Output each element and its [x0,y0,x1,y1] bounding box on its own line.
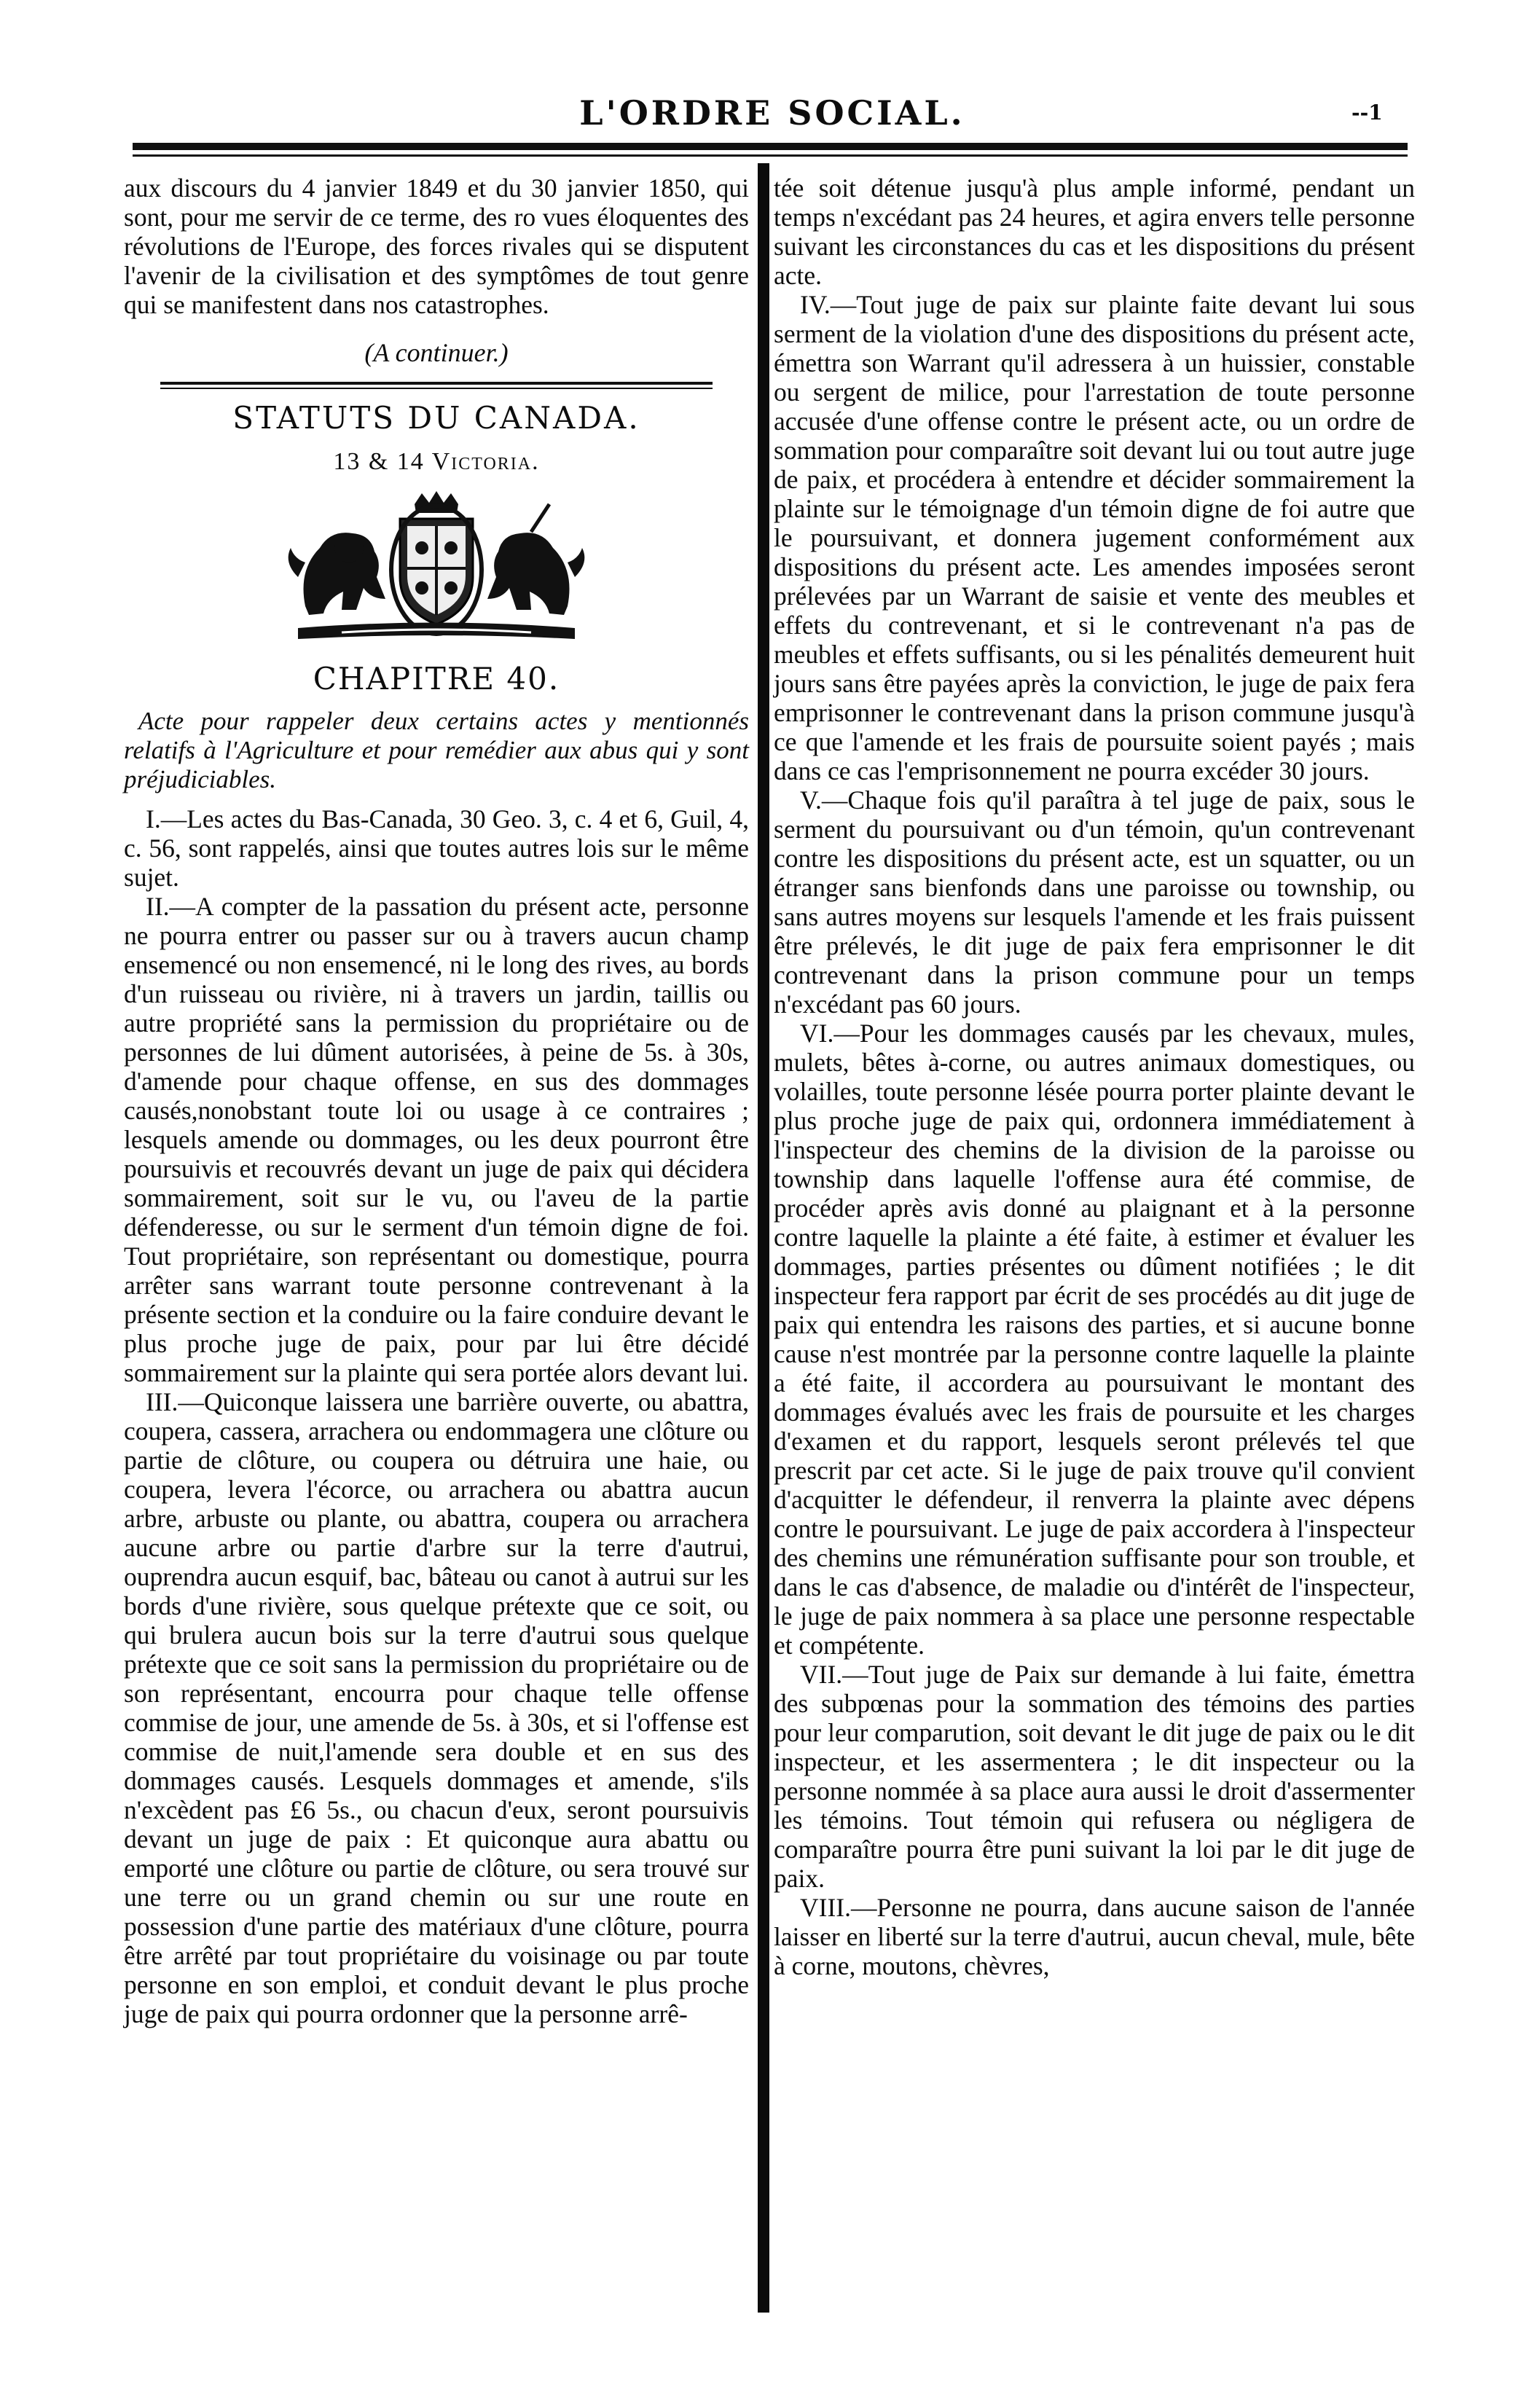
section-1: I.—Les actes du Bas-Canada, 30 Geo. 3, c. 4 et 6, Guil, 4, c. 56, sont rappelés, ainsi que toutes autres lois sur le même sujet. [124,804,749,892]
section-6: VI.—Pour les dommages causés par les chevaux, mules, mulets, bêtes à-corne, ou autres animaux domestiques, ou volailles, toute personne lésée pourra porter plainte devant le plus proche juge de paix qui, ordonnera immédiatement à l'inspecteur des chemins de la division de la paroisse ou township dans laquelle l'offense aura été commise, de procéder après avis donné au plaignant et à la personne contre laquelle la plainte a été faite, à estimer et évaluer les dommages, parties présentes ou dûment notifiées ; le dit inspecteur fera rapport par écrit de ses procédés au dit juge de paix qui entendra les raisons des parties, et si aucune bonne cause n'est montrée par la personne contre laquelle la plainte a été faite, il accordera au poursuivant le montant des dommages évalués avec les frais de poursuite et les charges d'examen et du rapport, lesquels seront prélevés tel que prescrit par cet acte. Si le juge de paix trouve qu'il convient d'acquitter le défendeur, il renverra la plainte avec dépens contre le poursuivant. Le juge de paix accordera à l'inspecteur des chemins une rémunération suffisante pour son trouble, et dans le cas d'absence, de maladie ou d'intérêt de l'inspecteur, le juge de paix nommera à sa place une personne respectable et compétente. [774,1019,1415,1660]
section-7: VII.—Tout juge de Paix sur demande à lui faite, émettra des subpœnas pour la sommation des témoins des parties pour leur comparution, soit devant le dit juge de paix ou le dit inspecteur, et les assermentera ; le dit inspecteur ou la personne nommée à sa place aura aussi le droit d'assermenter les témoins. Tout témoin qui refusera ou négligera de comparaître pourra être puni suivant la loi par le dit juge de paix. [774,1660,1415,1893]
section-4: IV.—Tout juge de paix sur plainte faite devant lui sous serment de la violation d'une des dispositions du présent acte, émettra son Warrant qu'il adressera à un huissier, constable ou sergent de milice, pour l'arrestation de toute personne accusée d'une offense contre le présent acte, ou un ordre de sommation pour comparaître soit devant lui ou tout autre juge de paix, et procédera à entendre et décider sommairement la plainte sur le témoignage d'un témoin digne de foi autre que le poursuivant, et donnera jugement conformément aux dispositions du présent acte. Les amendes imposées seront prélevées par un Warrant de saisie et vente des meubles et effets du contrevenant, et si le contrevenant n'a pas de meubles et effets suffisants, ou si les pénalités demeurent huit jours sans être payées après la conviction, le juge de paix fera emprisonner le contrevenant dans la prison commune jusqu'à ce que l'amende et les frais de poursuite soient payés ; mais dans ce cas l'emprisonnement ne pourra excéder 30 jours. [774,290,1415,785]
header-rule-thin [133,154,1408,157]
royal-coat-of-arms-icon [254,490,619,650]
left-column [124,173,749,2028]
column-divider [758,163,769,2313]
to-continue-note: (A continuer.) [364,338,509,367]
masthead-title: L'ORDRE SOCIAL. [579,93,965,133]
right-column [774,173,1415,1980]
section-2: II.—A compter de la passation du présent acte, personne ne pourra entrer ou passer sur ou à travers aucun champ ensemencé ou non ensemencé, ni le long des rives, au bords d'un ruisseau ou rivière, ni à travers un jardin, taillis ou autre propriété sans la permission du propriétaire ou de personnes de lui dûment autorisées, à peine de 5s. à 30s, d'amende pour chaque offense, en sus des dommages causés,nonobstant toute loi ou usage à ce contraires ; lesquels amende ou dommages, ou les deux pourront être poursuivis et recouvrés devant un juge de paix qui décidera sommairement, soit sur le vu, ou l'aveu de la partie défenderesse, ou sur le serment d'un témoin digne de foi. Tout propriétaire, son représentant ou domestique, pourra arrêter sans warrant toute personne contrevenant à la présente section et la conduire ou la faire conduire devant le plus proche juge de paix, pour par lui être décidé sommairement sur la plainte qui sera portée alors devant lui. [124,892,749,1387]
section-3-continued: tée soit détenue jusqu'à plus ample informé, pendant un temps n'excédant pas 24 heures, et agira envers telle personne suivant les circonstances du cas et les dispositions du présent acte. [774,173,1415,290]
statutes-subtitle: 13 & 14 Victoria. [333,448,540,475]
section-3: III.—Quiconque laissera une barrière ouverte, ou abattra, coupera, cassera, arrachera ou endommagera une clôture ou partie de clôture, ou coupera ou détruira une haie, ou coupera, levera l'écorce, ou arrachera ou abattra aucun arbre, arbuste ou plante, ou abattra, coupera ou arrachera aucune arbre ou partie d'arbre sur la terre d'autrui, ouprendra aucun esquif, bac, bâteau ou canot à autrui sur les bords d'une rivière, sous quelque prétexte que ce soit, ou qui brulera aucun bois sur la terre d'autrui sous quelque prétexte que ce soit sans la permission du propriétaire ou de son représentant, encourra pour chaque telle offense commise de jour, une amende de 5s. à 30s, et si l'offense est commise de nuit,l'amende sera double et en sus des dommages causés. Lesquels dommages et amende, s'ils n'excèdent pas £6 5s., ou chacun d'eux, seront poursuivis devant un juge de paix : Et quiconque aura abattu ou emporté une clôture ou partie de clôture, ou sera trouvé sur une terre ou un grand chemin ou sur une route en possession d'une partie des matériaux d'une clôture, pourra être arrêté par tout propriétaire du voisinage ou par toute personne en son emploi, et conduit devant le plus proche juge de paix qui pourra ordonner que la personne arrê- [124,1387,749,2028]
header-rule-thick [133,143,1408,150]
chapter-title: CHAPITRE 40. [313,661,560,697]
statutes-title: STATUTS DU CANADA. [232,400,640,436]
section-5: V.—Chaque fois qu'il paraîtra à tel juge de paix, sous le serment du poursuivant ou d'un témoin, qu'un contrevenant contre les dispositions du présent acte, est un squatter, ou un étranger sans bienfonds dans une paroisse ou township, ou sans autres moyens sur lesquels l'amende et les frais puissent être prélevés, le dit juge de paix fera emprisonner le dit contrevenant dans la prison commune pour un temps n'excédant pas 60 jours. [774,785,1415,1019]
intro-paragraph: aux discours du 4 janvier 1849 et du 30 janvier 1850, qui sont, pour me servir de ce terme, des ro vues éloquentes des révolutions de l'Europe, des forces rivales qui se disputent l'avenir de la civilisation et des symptômes de tout genre qui se manifestent dans nos catastrophes. [124,173,749,319]
act-title: Acte pour rappeler deux certains actes y mentionnés relatifs à l'Agriculture et pour remédier aux abus qui y sont préjudiciables. [124,707,749,793]
section-separator [160,382,713,389]
page-mark: --1 [1351,101,1383,125]
section-8: VIII.—Personne ne pourra, dans aucune saison de l'année laisser en liberté sur la terre d'autrui, aucun cheval, mule, bête à corne, moutons, chèvres, [774,1893,1415,1980]
